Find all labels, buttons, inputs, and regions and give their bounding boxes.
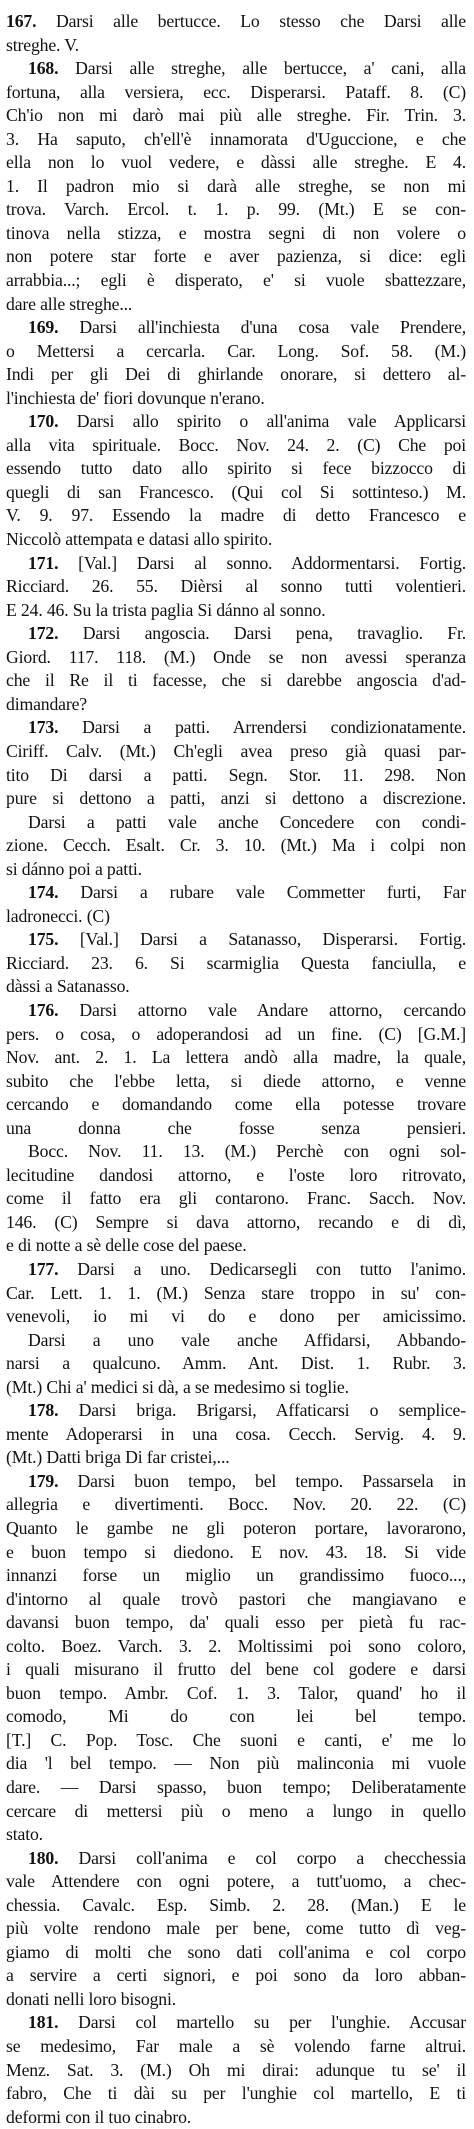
entry-heading-line: 178. Darsi briga. Brigarsi, Affaticarsi o semplice- (28, 1400, 466, 1421)
entry-line: chessia. Cavalc. Esp. Simb. 2. 28. (Man.) E le (6, 1894, 466, 1915)
entry-line: Quanto le gambe ne gli poteron portare, lavorarono, (6, 1518, 466, 1538)
entry-heading-line: 174. Darsi a rubare vale Commetter furti, Far (28, 882, 466, 903)
entry-line: Car. Lett. 1. 1. (M.) Senza stare troppo in su' con- (6, 1282, 466, 1303)
dictionary-entry (6, 881, 466, 928)
entry-line: e di notte a sè delle cose del paese. (6, 1235, 247, 1256)
entry-line: donati nelli loro bisogni. (6, 1988, 177, 2009)
dictionary-entry (6, 410, 466, 551)
entry-line: dare. — Darsi spasso, buon tempo; Deliberatamente (6, 1777, 466, 1798)
entry-line: lecitudine dandosi attorno, e l'oste loro ritrovato, (6, 1164, 466, 1185)
entry-line: dàssi a Satanasso. (6, 976, 130, 997)
entry-line: Nov. ant. 2. 1. La lettera andò alla madre, la quale, (6, 1047, 466, 1068)
entry-line: Niccolò attempata e datasi allo spirito. (6, 529, 273, 550)
dictionary-entry (6, 552, 466, 623)
dictionary-entry (6, 716, 466, 881)
entry-line: ladronecci. (C) (6, 905, 110, 926)
dictionary-entry (6, 928, 466, 999)
entry-line: venevoli, io mi vi do e dono per amicissimo. (6, 1306, 466, 1327)
entry-line: arrabbia...; egli è disperato, e' si vuole sbattezzare, (6, 270, 466, 291)
entry-line: non potere star forte e aver pazienza, si dice: egli (6, 246, 466, 267)
entry-heading-line: 180. Darsi coll'anima e col corpo a checchessia (28, 1847, 466, 1868)
entry-line: essendo tutto dato allo spirito si fece bizzocco di (6, 458, 466, 479)
entry-heading-line: 172. Darsi angoscia. Darsi pena, travaglio. Fr. (28, 623, 466, 644)
entry-line: 146. (C) Sempre si dava attorno, recando e di dì, (6, 1211, 466, 1232)
entry-heading-line: 173. Darsi a patti. Arrendersi condizionatamente. (28, 717, 466, 738)
entry-line: giamo di molti che sono dati coll'anima e col corpo (6, 1941, 466, 1962)
entry-line: [T.] C. Pop. Tosc. Che suoni e canti, e' me lo (6, 1729, 466, 1750)
entry-line: 3. Ha saputo, ch'ell'è innamorata d'Uguccione, e che (6, 128, 466, 149)
dictionary-entry (6, 1470, 466, 1847)
entry-line: mente Adoperarsi in una cosa. Cecch. Servig. 4. 9. (6, 1423, 466, 1444)
entry-line: si dánno poi a patti. (6, 858, 142, 879)
entry-line: fortuna, alla versiera, ecc. Disperarsi. Pataff. 8. (C) (6, 81, 466, 102)
entry-line: narsi a qualcuno. Amm. Ant. Dist. 1. Rubr. 3. (6, 1353, 466, 1374)
dictionary-entry (6, 10, 466, 57)
entry-line: pers. o cosa, o adoperandosi ad un fine. (C) [G.M.] (6, 1023, 466, 1044)
entry-line: una donna che fosse senza pensieri. (6, 1117, 466, 1138)
entry-heading-line: 170. Darsi allo spirito o all'anima vale Applicarsi (28, 411, 466, 432)
entry-line: tito Di darsi a patti. Segn. Stor. 11. 298. Non (6, 764, 466, 785)
entry-line: E 24. 46. Su la trista paglia Si dánno al sonno. (6, 599, 326, 620)
entry-line: Ricciard. 26. 55. Dièrsi al sonno tutti volentieri. (6, 576, 466, 597)
entry-line: pure si dettono a patti, anzi si dettono a discrezione. (6, 788, 466, 809)
dictionary-entry (6, 57, 466, 316)
dictionary-entry (6, 316, 466, 410)
entry-line: (Mt.) Datti briga Di far cristei,... (6, 1447, 230, 1468)
entry-heading-line: 167. Darsi alle bertucce. Lo stesso che Darsi alle (6, 11, 466, 31)
entry-line: stato. (6, 1824, 43, 1845)
entry-line: 1. Il padron mio si darà alle streghe, se non mi (6, 175, 466, 196)
entry-line: a servire a certi signori, e poi sono da loro abban- (6, 1965, 466, 1986)
entry-heading-line: 176. Darsi attorno vale Andare attorno, cercando (28, 999, 466, 1020)
entry-heading-line: 177. Darsi a uno. Dedicarsegli con tutto l'animo. (28, 1258, 466, 1279)
entry-line: trova. Varch. Ercol. t. 1. p. 99. (Mt.) E se con- (6, 199, 466, 220)
entry-line: più volte rendono male per bene, come tutto dì veg- (6, 1918, 466, 1939)
entry-line: che il Re il ti facesse, che si darebbe angoscia d'ad- (6, 670, 466, 691)
entry-heading-line: 181. Darsi col martello su per l'unghie. Accusar (28, 2012, 466, 2033)
entry-line: dia 'l bel tempo. — Non più malinconia mi vuole (6, 1753, 466, 1774)
entry-line: Ricciard. 23. 6. Si scarmiglia Questa fanciulla, e (6, 952, 466, 973)
entry-line: (Mt.) Chi a' medici si dà, a se medesimo si toglie. (6, 1376, 349, 1397)
entry-line: davansi buon tempo, da' quali esso per pietà fu rac- (6, 1612, 466, 1633)
dictionary-entry (6, 2011, 466, 2129)
entry-line: Ciriff. Calv. (Mt.) Ch'egli avea preso già quasi par- (6, 740, 466, 761)
entry-line: cercando e domandando come ella potesse trovare (6, 1094, 466, 1115)
entry-line: quegli di san Francesco. (Qui col Si sottinteso.) M. (6, 481, 466, 502)
entry-line: ella non lo vuol vedere, e dàssi alle streghe. E 4. (6, 152, 466, 173)
dictionary-entry (6, 1258, 466, 1399)
entry-line: deformi con il tuo cinabro. (6, 2106, 192, 2127)
entry-line: tinova nella stizza, e mostra segni di non volere o (6, 222, 466, 243)
dictionary-entry (6, 999, 466, 1258)
entry-heading-line: 169. Darsi all'inchiesta d'una cosa vale Prendere, (28, 317, 466, 338)
entry-line: Darsi a uno vale anche Affidarsi, Abbando- (28, 1329, 466, 1350)
entry-line: come il fatto era gli contarono. Franc. Sacch. Nov. (6, 1188, 466, 1209)
entry-line: o Mettersi a cercarla. Car. Long. Sof. 58. (M.) (6, 340, 466, 361)
entry-line: d'intorno al quale trovò pastori che mangiavano e (6, 1588, 466, 1609)
entry-line: dimandare? (6, 693, 87, 714)
entry-line: Bocc. Nov. 11. 13. (M.) Perchè con ogni sol- (28, 1141, 466, 1162)
entry-heading-line: 175. [Val.] Darsi a Satanasso, Disperarsi. Fortig. (28, 929, 466, 950)
entry-line: innanzi forse un miglio un grandissimo fuoco..., (6, 1565, 466, 1586)
entry-line: l'inchiesta de' fiori dovunque n'erano. (6, 387, 265, 408)
entry-heading-line: 179. Darsi buon tempo, bel tempo. Passarsela in (28, 1470, 466, 1491)
entry-line: buon tempo. Ambr. Cof. 1. 3. Talor, quand' ho il (6, 1682, 466, 1703)
entry-line: e buon tempo si diedono. E nov. 43. 18. Si vide (6, 1541, 466, 1562)
entry-line: alla vita spirituale. Bocc. Nov. 24. 2. (C) Che poi (6, 434, 466, 455)
entry-line: vale Attendere con ogni potere, a tutt'uomo, a chec- (6, 1871, 466, 1892)
entry-line: dare alle streghe... (6, 293, 133, 314)
entry-line: fabro, Che ti dài su per l'unghie col martello, E ti (6, 2083, 466, 2104)
entry-line: allegria e divertimenti. Bocc. Nov. 20. 22. (C) (6, 1494, 466, 1515)
entry-line: subito che l'ebbe letta, si diede attorno, e venne (6, 1070, 466, 1091)
entry-heading-line: 171. [Val.] Darsi al sonno. Addormentarsi. Fortig. (28, 552, 466, 573)
entry-line: zione. Cecch. Esalt. Cr. 3. 10. (Mt.) Ma i colpi non (6, 835, 466, 856)
dictionary-entry (6, 622, 466, 716)
entry-line: Menz. Sat. 3. (M.) Oh mi dirai: adunque tu se' il (6, 2059, 466, 2080)
entry-line: Giord. 117. 118. (M.) Onde se non avessi speranza (6, 646, 466, 667)
entry-line: cercare di mettersi più o meno a lungo in quello (6, 1800, 466, 1821)
entry-line: V. 9. 97. Essendo la madre di detto Francesco e (6, 505, 466, 526)
dictionary-entry (6, 1847, 466, 2012)
entry-heading-line: 168. Darsi alle streghe, alle bertucce, a' cani, alla (28, 58, 466, 79)
entry-line: Darsi a patti vale anche Concedere con condi- (28, 811, 466, 832)
entry-line: streghe. V. (6, 34, 79, 55)
entry-line: i quali misurano il frutto del bene col godere e darsi (6, 1659, 466, 1680)
dictionary-entry (6, 1399, 466, 1470)
entry-line: Ch'io non mi darò mai più alle streghe. Fir. Trin. 3. (6, 105, 466, 126)
entry-line: Indi per gli Dei di ghirlande onorare, si dettero al- (6, 364, 466, 385)
entry-line: se medesimo, Far male a sè volendo farne altrui. (6, 2036, 466, 2057)
entry-line: colto. Boez. Varch. 3. 2. Moltissimi poi sono coloro, (6, 1635, 466, 1656)
entry-line: comodo, Mi do con lei bel tempo. (6, 1706, 466, 1727)
